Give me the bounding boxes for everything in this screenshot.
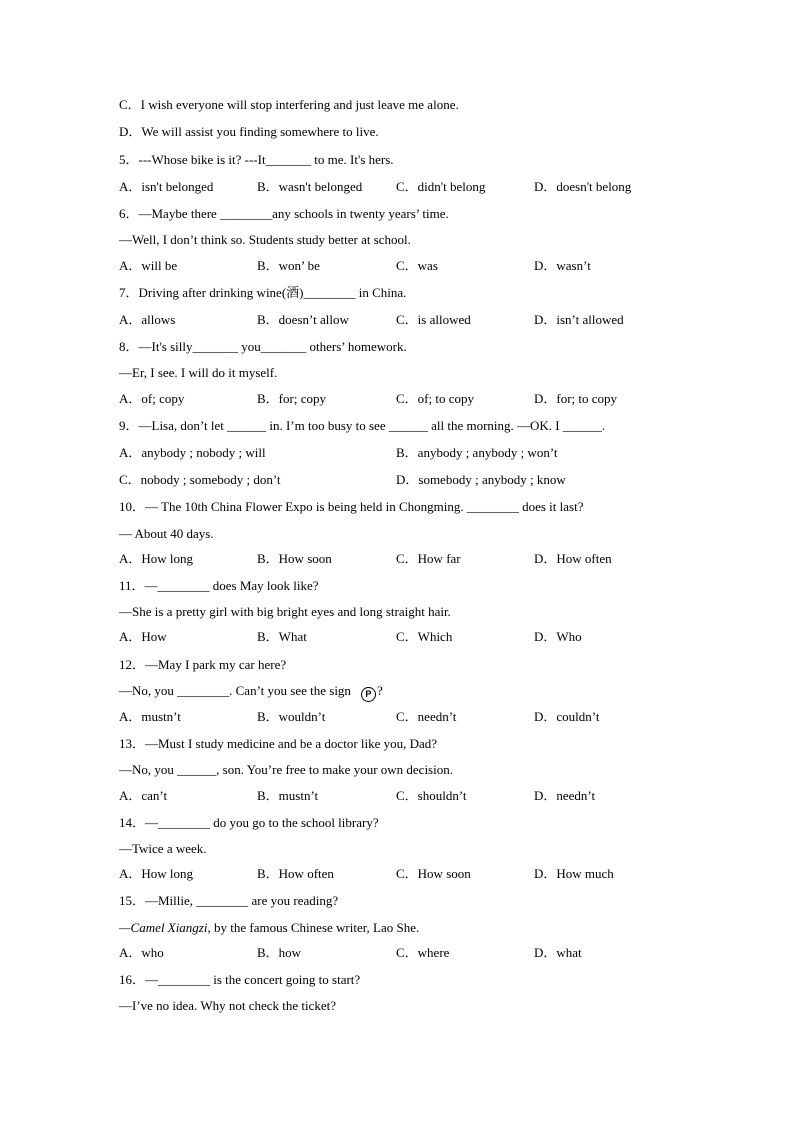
question-13-options: [119, 788, 759, 804]
option-b: B．How often: [257, 866, 334, 881]
option-c: C．nobody ; somebody ; don’t: [119, 472, 281, 487]
option-c: C．Which: [396, 629, 453, 644]
question-11-options: [119, 629, 759, 645]
option-b: B．wouldn’t: [257, 709, 326, 724]
option-a: A．How long: [119, 866, 194, 881]
question-10-reply: — About 40 days.: [119, 526, 214, 541]
question-10: 10．— The 10th China Flower Expo is being held in Chongming. ________ does it last?: [119, 499, 584, 514]
option-d: D．wasn’t: [534, 258, 591, 273]
option-a: A．can’t: [119, 788, 168, 803]
question-15-options: [119, 945, 759, 961]
option-c: C．How soon: [396, 866, 471, 881]
question-15-reply-text: , by the famous Chinese writer, Lao She.: [207, 920, 420, 935]
option-d: D．needn’t: [534, 788, 596, 803]
option-d: D．what: [534, 945, 582, 960]
option-c: C．where: [396, 945, 450, 960]
option-b: B．mustn’t: [257, 788, 319, 803]
no-parking-sign-icon: P: [361, 687, 376, 702]
option-c: C．didn't belong: [396, 179, 486, 194]
option-a: A．of; copy: [119, 391, 185, 406]
option-c: C．shouldn’t: [396, 788, 467, 803]
option-b: B．how: [257, 945, 302, 960]
option-d: D．for; to copy: [534, 391, 618, 406]
option-b: B．anybody ; anybody ; won’t: [396, 445, 558, 460]
option-a: A．anybody ; nobody ; will: [119, 445, 266, 460]
option-c: C．of; to copy: [396, 391, 474, 406]
question-14-options: [119, 866, 759, 882]
question-6-options: [119, 258, 759, 274]
question-12-reply: [119, 683, 383, 702]
question-12: 12．—May I park my car here?: [119, 657, 287, 672]
question-11: 11．—________ does May look like?: [119, 578, 319, 593]
question-9: 9．—Lisa, don’t let ______ in. I’m too busy to see ______ all the morning. —OK. I ______.: [119, 418, 606, 433]
question-mark: ?: [376, 683, 383, 698]
book-title: —Camel Xiangzi: [119, 920, 208, 935]
question-6: 6．—Maybe there ________any schools in twenty years’ time.: [119, 206, 449, 221]
question-8-reply: —Er, I see. I will do it myself.: [119, 365, 278, 380]
option-b: B．How soon: [257, 551, 332, 566]
question-9-options-row1: [119, 445, 759, 461]
option-b: B．wasn't belonged: [257, 179, 363, 194]
option-d: D．How much: [534, 866, 614, 881]
question-7-options: [119, 312, 759, 328]
option-d: D．isn’t allowed: [534, 312, 624, 327]
option-d: D．How often: [534, 551, 612, 566]
option-a: A．who: [119, 945, 164, 960]
question-14: 14．—________ do you go to the school library?: [119, 815, 379, 830]
option-c-line: C．I wish everyone will stop interfering and just leave me alone.: [119, 97, 459, 112]
option-b: B．doesn’t allow: [257, 312, 349, 327]
option-b: B．What: [257, 629, 307, 644]
question-12-options: [119, 709, 759, 725]
question-15-reply: [119, 920, 419, 936]
question-14-reply: —Twice a week.: [119, 841, 207, 856]
question-5-options: [119, 179, 759, 195]
question-7: 7．Driving after drinking wine(酒)________ in China.: [119, 285, 407, 300]
option-c: C．is allowed: [396, 312, 471, 327]
option-a: A．isn't belonged: [119, 179, 214, 194]
question-11-reply: —She is a pretty girl with big bright eyes and long straight hair.: [119, 604, 451, 619]
option-a: A．How long: [119, 551, 194, 566]
option-a: A．allows: [119, 312, 176, 327]
option-d: D．somebody ; anybody ; know: [396, 472, 566, 487]
option-a: A．mustn’t: [119, 709, 181, 724]
option-d: D．Who: [534, 629, 582, 644]
question-13-reply: —No, you ______, son. You’re free to make your own decision.: [119, 762, 453, 777]
option-b: B．for; copy: [257, 391, 326, 406]
question-13: 13．—Must I study medicine and be a doctor like you, Dad?: [119, 736, 438, 751]
question-8: 8．—It's silly_______ you_______ others’ homework.: [119, 339, 407, 354]
option-c: C．How far: [396, 551, 461, 566]
question-8-options: [119, 391, 759, 407]
option-c: C．was: [396, 258, 438, 273]
question-10-options: [119, 551, 759, 567]
question-16: 16．—________ is the concert going to start?: [119, 972, 361, 987]
option-d-line: D．We will assist you finding somewhere to live.: [119, 124, 379, 139]
option-a: A．How: [119, 629, 167, 644]
question-9-options-row2: [119, 472, 759, 488]
option-d: D．couldn’t: [534, 709, 600, 724]
question-16-reply: —I’ve no idea. Why not check the ticket?: [119, 998, 337, 1013]
option-b: B．won’ be: [257, 258, 320, 273]
option-d: D．doesn't belong: [534, 179, 632, 194]
question-15: 15．—Millie, ________ are you reading?: [119, 893, 339, 908]
option-a: A．will be: [119, 258, 178, 273]
question-5: 5．---Whose bike is it? ---It_______ to me. It's hers.: [119, 152, 394, 167]
question-6-reply: —Well, I don’t think so. Students study better at school.: [119, 232, 411, 247]
option-c: C．needn’t: [396, 709, 457, 724]
question-12-reply-text: —No, you ________. Can’t you see the sign: [119, 683, 351, 698]
